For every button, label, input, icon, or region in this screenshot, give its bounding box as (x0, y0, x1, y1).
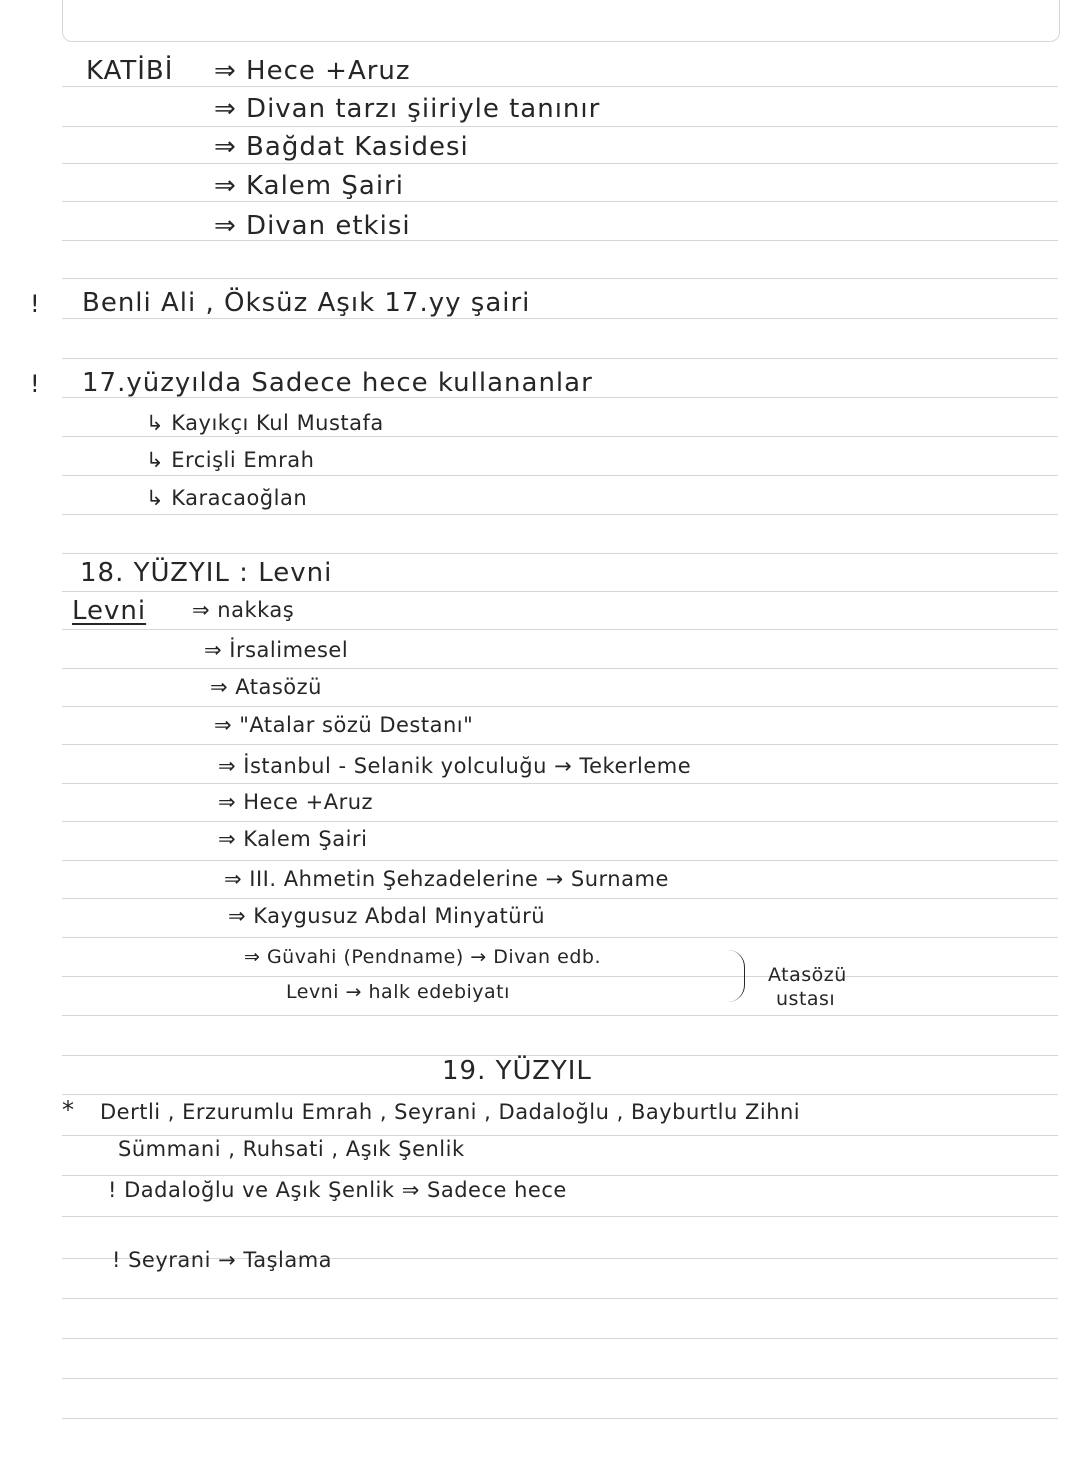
section18-name: Levni (72, 596, 147, 626)
section18-item: ⇒ Güvahi (Pendname) → Divan edb. (244, 946, 601, 968)
ruled-line (62, 475, 1058, 476)
section18-item: ⇒ III. Ahmetin Şehzadelerine → Surname (224, 867, 669, 891)
ruled-line (62, 668, 1058, 669)
section19-poets: Dertli , Erzurumlu Emrah , Seyrani , Dadaloğlu , Bayburtlu Zihni (100, 1100, 801, 1124)
ruled-line (62, 898, 1058, 899)
section19-heading: 19. YÜZYIL (442, 1056, 592, 1086)
ruled-line (62, 744, 1058, 745)
levni-note: Levni → halk edebiyatı (286, 981, 510, 1003)
section18-item: ⇒ nakkaş (192, 598, 295, 622)
section19-note: ! Seyrani → Taşlama (112, 1248, 333, 1272)
ruled-line (62, 821, 1058, 822)
ruled-line (62, 318, 1058, 319)
ruled-line (62, 629, 1058, 630)
star-icon: * (62, 1096, 74, 1124)
section18-item: ⇒ İstanbul - Selanik yolculuğu → Tekerleme (218, 754, 692, 778)
ruled-line (62, 86, 1058, 87)
section18-item: ⇒ Atasözü (210, 675, 322, 699)
ruled-line (62, 436, 1058, 437)
ruled-line (62, 514, 1058, 515)
section17-poet: ↳ Kayıkçı Kul Mustafa (146, 411, 384, 435)
ruled-line (62, 163, 1058, 164)
ruled-line (62, 278, 1058, 279)
ruled-line (62, 1338, 1058, 1339)
section18-item: ⇒ Kalem Şairi (218, 827, 368, 851)
ruled-line (62, 1135, 1058, 1136)
ruled-line (62, 1216, 1058, 1217)
section19-note: ! Dadaloğlu ve Aşık Şenlik ⇒ Sadece hece (108, 1178, 567, 1202)
exclamation-mark-icon: ! (30, 290, 40, 318)
katibi-title: KATİBİ (86, 56, 174, 86)
section17-title: 17.yüzyılda Sadece hece kullananlar (82, 368, 593, 398)
ruled-line (62, 976, 1058, 977)
section17-poet: ↳ Karacaoğlan (146, 486, 308, 510)
katibi-item: ⇒ Divan tarzı şiiriyle tanınır (214, 94, 601, 124)
ruled-line (62, 860, 1058, 861)
ruled-line (62, 1378, 1058, 1379)
ruled-line (62, 1298, 1058, 1299)
ruled-line (62, 1015, 1058, 1016)
ruled-line (62, 783, 1058, 784)
brace-note-line: Atasözü (768, 964, 847, 986)
section17-poet: ↳ Ercişli Emrah (146, 448, 315, 472)
section19-poets: Sümmani , Ruhsati , Aşık Şenlik (118, 1137, 465, 1161)
note-benli-ali: Benli Ali , Öksüz Aşık 17.yy şairi (82, 288, 531, 318)
katibi-item: ⇒ Divan etkisi (214, 211, 411, 241)
section18-heading: 18. YÜZYIL : Levni (80, 558, 333, 588)
curly-brace-icon (728, 950, 745, 1002)
section18-item: ⇒ Kaygusuz Abdal Minyatürü (228, 904, 546, 928)
katibi-item: ⇒ Bağdat Kasidesi (214, 132, 469, 162)
section18-item: ⇒ "Atalar sözü Destanı" (214, 713, 474, 737)
ruled-line (62, 201, 1058, 202)
header-box (62, 0, 1060, 42)
ruled-line (62, 1175, 1058, 1176)
ruled-line (62, 358, 1058, 359)
section18-item: ⇒ İrsalimesel (204, 638, 349, 662)
ruled-line (62, 591, 1058, 592)
ruled-line (62, 553, 1058, 554)
katibi-item: ⇒ Hece +Aruz (214, 56, 411, 86)
ruled-line (62, 1418, 1058, 1419)
katibi-item: ⇒ Kalem Şairi (214, 171, 404, 201)
ruled-line (62, 706, 1058, 707)
ruled-line (62, 240, 1058, 241)
ruled-line (62, 1094, 1058, 1095)
ruled-line (62, 937, 1058, 938)
brace-note-line: ustası (776, 988, 836, 1010)
ruled-line (62, 126, 1058, 127)
section18-item: ⇒ Hece +Aruz (218, 790, 374, 814)
exclamation-mark-icon: ! (30, 370, 40, 398)
